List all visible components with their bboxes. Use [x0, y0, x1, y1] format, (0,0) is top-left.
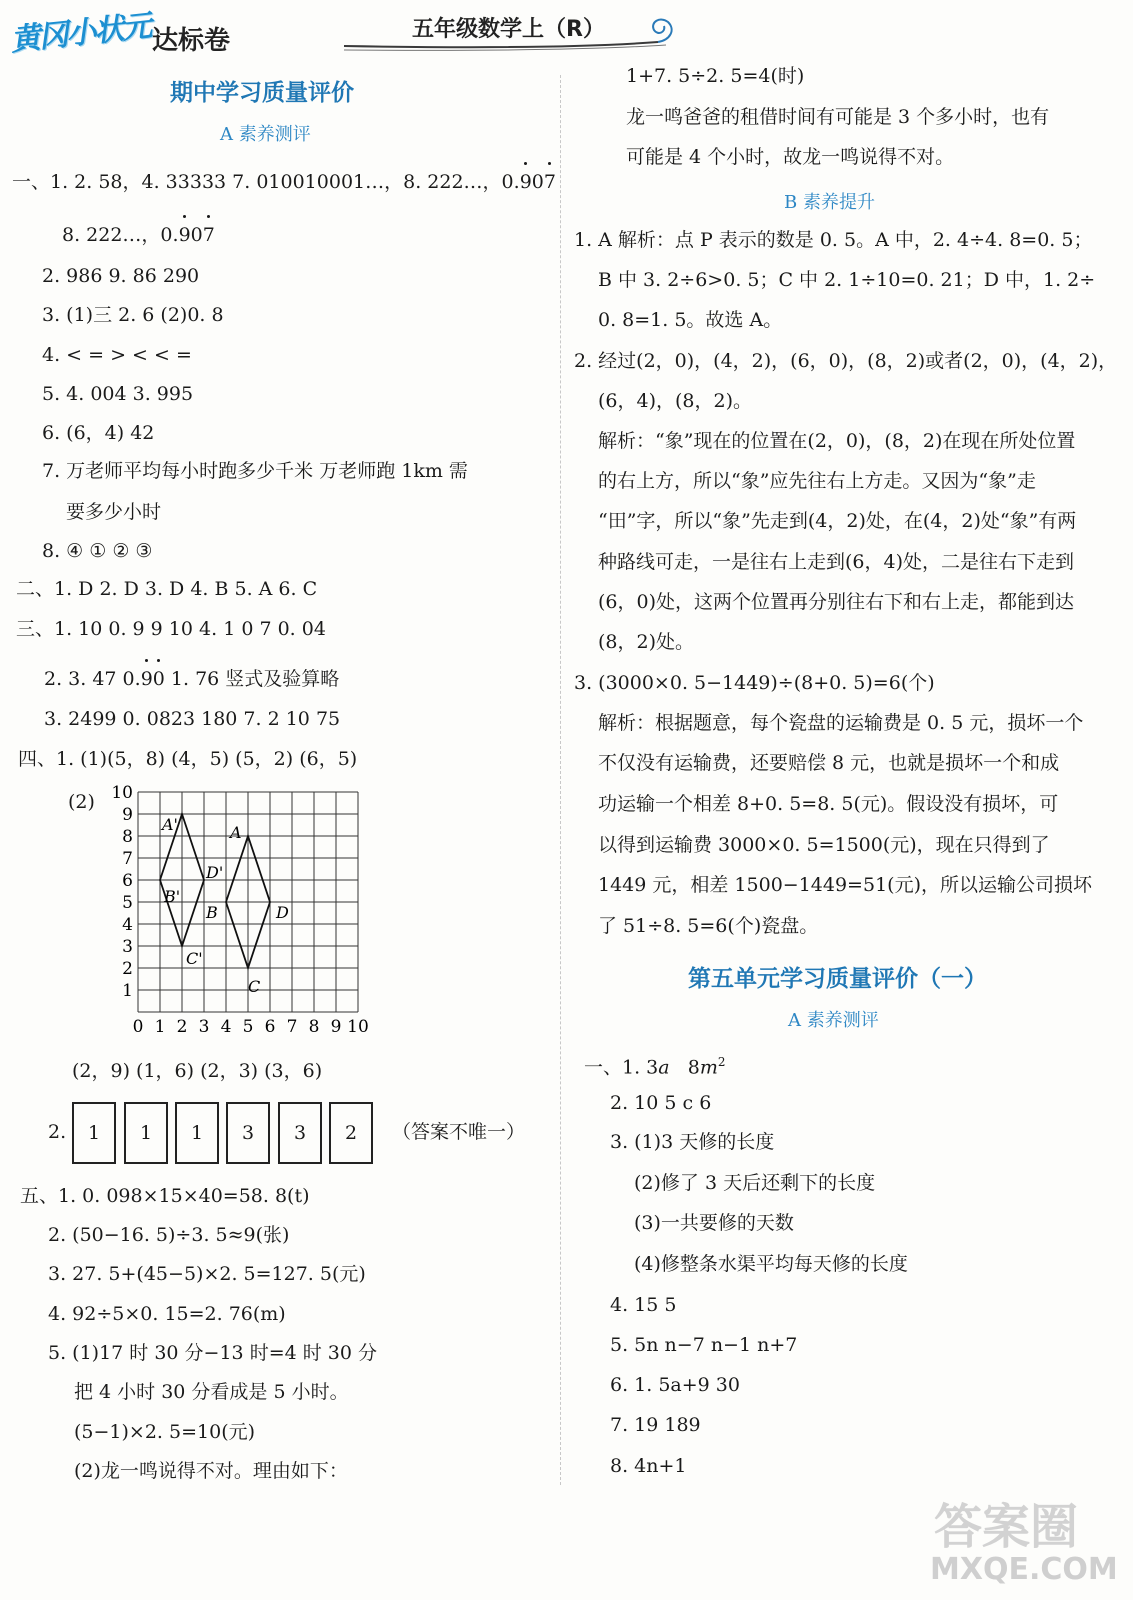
u5: 5. 5n n−7 n−1 n+7 [610, 1334, 798, 1356]
y-tick-label: 5 [122, 893, 133, 913]
u1: 一、1. 3a $8m^2$ [584, 1055, 726, 1079]
y-tick-label: 10 [111, 784, 133, 803]
answer-5-5d: (2)龙一鸣说得不对。理由如下： [74, 1460, 348, 1482]
unit5-title: 第五单元学习质量评价（一） [688, 966, 987, 992]
u7: 7. 19 189 [610, 1414, 701, 1436]
answer-1-3: 3. (1)三 2. 6 (2)0. 8 [42, 304, 224, 326]
watermark-text: 答案圈 [934, 1499, 1079, 1555]
answer-1-8: 8. ④ ① ② ③ [42, 540, 153, 562]
series-title: 达标卷 [152, 26, 231, 56]
b2-a: 2. 经过(2，0)，(4，2)，(6，0)，(8，2)或者(2，0)，(4，2)， [574, 350, 1118, 372]
right-line-1: 1+7. 5÷2. 5=4(时) [626, 65, 805, 87]
column-divider [560, 75, 561, 1485]
digit-box-6: 2 [329, 1102, 373, 1164]
b1-a: 1. A 解析：点 P 表示的数是 0. 5。A 中，2. 4÷4. 8=0. 5； [574, 229, 1093, 251]
grade-title: 五年级数学上（R） [412, 17, 605, 42]
right-line-3: 可能是 4 个小时，故龙一鸣说得不对。 [626, 146, 955, 168]
y-tick-label: 9 [122, 805, 133, 825]
point-label: D' [206, 863, 224, 882]
answer-2: 二、1. D 2. D 3. D 4. B 5. A 6. C [16, 578, 318, 600]
answer-1-2: 2. 986 9. 86 290 [42, 265, 200, 287]
watermark-url: MXQE.COM [930, 1552, 1118, 1587]
x-tick-label: 5 [242, 1017, 254, 1037]
x-tick-label: 9 [330, 1017, 342, 1037]
answer-1-7b: 要多少小时 [66, 501, 162, 523]
u6: 6. 1. 5a+9 30 [610, 1374, 740, 1396]
answer-1-6: 6. (6，4) 42 [42, 422, 155, 444]
b2-f: 种路线可走，一是往右上走到(6，4)处，二是往右下走到 [598, 551, 1075, 573]
answer-5-1: 五、1. 0. 098×15×40=58. 8(t) [20, 1185, 310, 1207]
b3-g: 了 51÷8. 5=6(个)瓷盘。 [598, 915, 819, 937]
u3a: 3. (1)3 天修的长度 [610, 1131, 775, 1153]
answer-5-3: 3. 27. 5+(45−5)×2. 5=127. 5(元) [48, 1263, 366, 1285]
b2-c: 解析：“象”现在的位置在(2，0)，(8，2)在现在所处位置 [598, 430, 1076, 452]
answer-4-label: (2) [68, 791, 95, 813]
u3d: (4)修整条水渠平均每天修的长度 [634, 1253, 908, 1275]
b3-e: 以得到运输费 3000×0. 5=1500(元)，现在只得到了 [598, 834, 1050, 856]
answer-5-4: 4. 92÷5×0. 15=2. 76(m) [48, 1303, 286, 1325]
coordinate-grid [110, 784, 380, 1046]
midterm-title: 期中学习质量评价 [170, 80, 354, 106]
answer-4-2-num: 2. [48, 1121, 67, 1143]
y-tick-label: 6 [122, 871, 133, 891]
b3-d: 功运输一个相差 8+0. 5=8. 5(元)。假设没有损坏，可 [598, 793, 1059, 815]
y-tick-label: 1 [122, 981, 133, 1001]
unit5-subtitle: A 素养测评 [788, 1010, 879, 1031]
x-tick-label: 2 [176, 1017, 188, 1037]
x-tick-label: 1 [154, 1017, 166, 1037]
y-tick-label: 8 [122, 827, 133, 847]
point-label: B [206, 903, 218, 922]
right-line-2: 龙一鸣爸爸的租借时间有可能是 3 个多小时，也有 [626, 106, 1050, 128]
answer-5-2: 2. (50−16. 5)÷3. 5≈9(张) [48, 1224, 290, 1246]
b3-b: 解析：根据题意，每个瓷盘的运输费是 0. 5 元，损坏一个 [598, 712, 1084, 734]
y-tick-label: 3 [122, 937, 133, 957]
point-label: B' [164, 887, 181, 906]
y-tick-label: 4 [122, 915, 133, 935]
u2: 2. 10 5 c 6 [610, 1092, 712, 1114]
x-tick-label: 8 [308, 1017, 320, 1037]
answer-note: （答案不唯一） [392, 1121, 526, 1143]
point-label: C' [186, 949, 203, 968]
b2-b: (6，4)，(8，2)。 [598, 390, 753, 412]
b2-e: “田”字，所以“象”先走到(4，2)处，在(4，2)处“象”有两 [598, 510, 1077, 532]
answer-1-4: 4. < = > < < = [42, 344, 192, 366]
u4: 4. 15 5 [610, 1294, 677, 1316]
digit-box-4: 3 [226, 1102, 270, 1164]
u3b: (2)修了 3 天后还剩下的长度 [634, 1172, 876, 1194]
answer-4-coords: (2，9) (1，6) (2，3) (3，6) [72, 1060, 323, 1082]
answer-4-1: 四、1. (1)(5，8) (4，5) (5，2) (6，5) [18, 748, 358, 770]
answer-5-5b: 把 4 小时 30 分看成是 5 小时。 [74, 1381, 349, 1403]
x-tick-label: 4 [220, 1017, 232, 1037]
point-label: A' [162, 815, 178, 834]
answer-1-1b: 8. 222…，0. 90 7 [62, 221, 215, 249]
digit-box-5: 3 [278, 1102, 322, 1164]
y-tick-label: 2 [122, 959, 133, 979]
x-tick-label: 10 [347, 1017, 369, 1037]
answer-1-5: 5. 4. 004 3. 995 [42, 383, 194, 405]
x-tick-label: 3 [198, 1017, 210, 1037]
b2-h: (8，2)处。 [598, 631, 695, 653]
answer-1-7a: 7. 万老师平均每小时跑多少千米 万老师跑 1km 需 [42, 460, 468, 482]
digit-box-1: 1 [72, 1102, 116, 1164]
b3-c: 不仅没有运输费，还要赔偿 8 元，也就是损坏一个和成 [598, 752, 1060, 774]
point-label: A [230, 823, 242, 842]
b1-c: 0. 8=1. 5。故选 A。 [598, 309, 783, 331]
x-tick-label: 7 [286, 1017, 298, 1037]
digit-box-3: 1 [175, 1102, 219, 1164]
b2-g: (6，0)处，这两个位置再分别往右下和右上走，都能到达 [598, 591, 1075, 613]
x-tick-label: 6 [264, 1017, 276, 1037]
x-tick-label: 0 [132, 1017, 144, 1037]
subtitle-b: B 素养提升 [784, 192, 875, 213]
answer-3-2: 2. 3. 47 0. 9 0 1. 76 竖式及验算略 [44, 665, 339, 693]
b3-a: 3. (3000×0. 5−1449)÷(8+0. 5)=6(个) [574, 672, 935, 694]
b1-b: B 中 3. 2÷6>0. 5；C 中 2. 1÷10=0. 21；D 中，1. 2÷ [598, 269, 1096, 291]
answer-1-1a: 一、1. 2. 58，4. 33333 7. 010010001…，8. 222…，0. 90 7 [12, 168, 556, 196]
b3-f: 1449 元，相差 1500−1449=51(元)，所以运输公司损坏 [598, 874, 1092, 896]
answer-3-1: 三、1. 10 0. 9 9 10 4. 1 0 7 0. 04 [16, 618, 326, 640]
brand-logo: 黄冈小状元 [8, 8, 152, 59]
digit-box-2: 1 [124, 1102, 168, 1164]
u3c: (3)一共要修的天数 [634, 1212, 794, 1234]
left-subtitle: A 素养测评 [220, 124, 311, 145]
b2-d: 的右上方，所以“象”应先往右上方走。又因为“象”走 [598, 470, 1036, 492]
u8: 8. 4n+1 [610, 1455, 687, 1477]
y-tick-label: 7 [122, 849, 133, 869]
answer-5-5a: 5. (1)17 时 30 分−13 时=4 时 30 分 [48, 1342, 377, 1364]
answer-3-3: 3. 2499 0. 0823 180 7. 2 10 75 [44, 708, 341, 730]
answer-5-5c: (5−1)×2. 5=10(元) [74, 1421, 256, 1443]
point-label: D [276, 903, 289, 922]
point-label: C [248, 977, 261, 996]
